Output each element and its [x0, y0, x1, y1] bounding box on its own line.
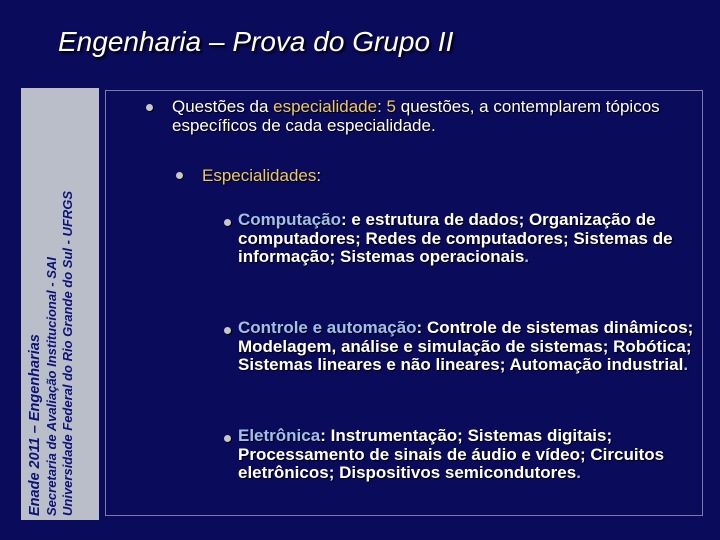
bullet-icon: [176, 172, 183, 179]
sidebar-line-sai: Secretaria de Avaliação Institucional - SAI: [44, 257, 59, 516]
specialty-topics: e estrutura de dados; Organização de computadores; Redes de computadores; Sistemas de informação; Sistemas operacionais: [238, 210, 673, 266]
sidebar-line-ufrgs: Universidade Federal do Rio Grande do Sul - UFRGS: [60, 190, 75, 516]
text-segment: :: [377, 97, 387, 116]
specialty-topics: Controle de sistemas dinâmicos; Modelagem, análise e simulação de sistemas; Robótica; Sistemas lineares e não lineares; Automação industrial: [238, 318, 694, 374]
specialty-controle-automacao: [238, 319, 700, 375]
bullet-icon: [146, 104, 153, 111]
specialty-name: Controle e automação: [238, 318, 417, 337]
text-segment: .: [524, 247, 530, 266]
specialty-name: Eletrônica: [238, 426, 321, 445]
text-segment: :: [316, 166, 322, 185]
text-segment: .: [576, 463, 581, 482]
text-segment: Questões da: [172, 97, 274, 116]
highlight-specialty: especialidade: [273, 97, 378, 116]
specialties-label: Especialidades: [202, 166, 317, 185]
text-segment: :: [340, 210, 352, 229]
specialty-computacao: [238, 211, 700, 267]
specialty-topics: Instrumentação; Sistemas digitais; Processamento de sinais de áudio e vídeo; Circuitos eletrônicos; Dispositivos semicondutores: [238, 426, 665, 482]
bullet-icon: [224, 219, 231, 226]
bullet-icon: [224, 435, 231, 442]
text-segment: questões, a contemplarem tópicos específicos de cada especialidade.: [172, 97, 660, 135]
text-segment: .: [683, 355, 689, 374]
text-segment: :: [320, 426, 331, 445]
question-count: 5: [386, 97, 397, 116]
specialty-name: Computação: [238, 210, 341, 229]
bullet-icon: [224, 327, 231, 334]
text-segment: :: [416, 318, 427, 337]
sidebar-line-enade: Enade 2011 – Engenharias: [27, 334, 43, 516]
specialty-eletronica: [238, 427, 700, 483]
bullet-specialties: [202, 166, 682, 185]
bullet-questions-specialty: [172, 97, 692, 135]
slide-title: Engenharia – Prova do Grupo II: [58, 26, 454, 57]
sidebar-institution-text: [27, 86, 76, 516]
